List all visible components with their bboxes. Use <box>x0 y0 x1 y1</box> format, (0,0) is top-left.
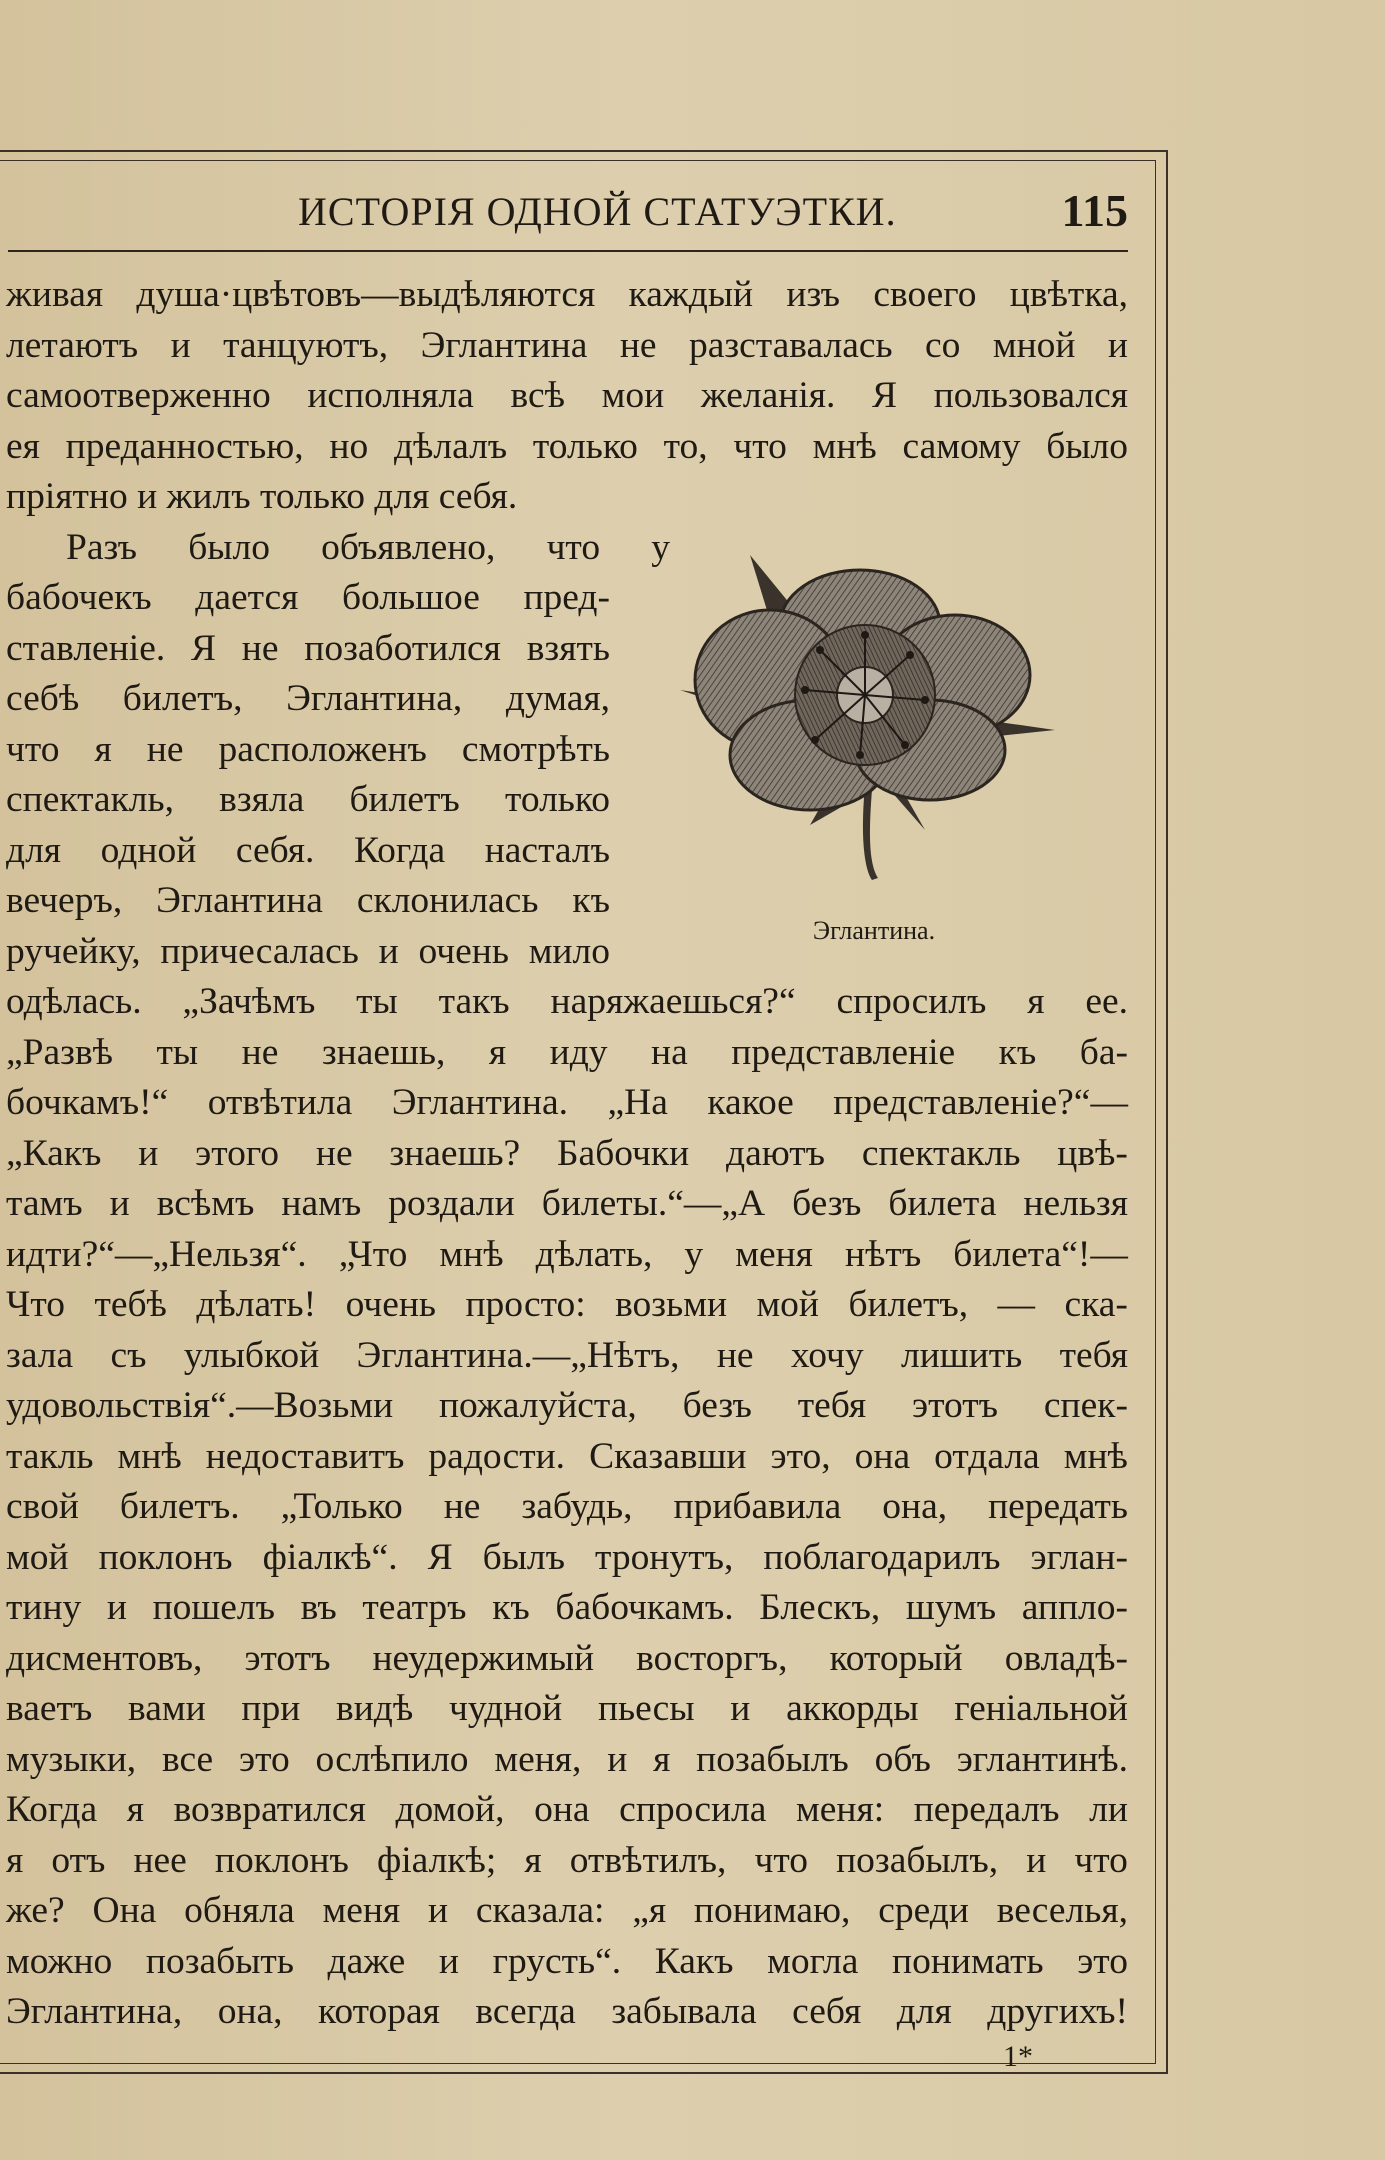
figure-caption: Эглантина. <box>812 916 936 945</box>
text-line: что я не расположенъ смотрѣть <box>6 728 610 770</box>
text-line: удовольствія“.—Возьми пожалуйста, безъ тебя этотъ спек- <box>6 1385 1128 1426</box>
text-line: мой поклонъ фіалкѣ“. Я былъ тронутъ, поблагодарилъ эглан- <box>6 1536 1128 1578</box>
text-line: вечеръ, Эглантина склонилась къ <box>6 880 610 921</box>
text-line: бочкамъ!“ отвѣтила Эглантина. „На какое представленіе?“— <box>6 1082 1128 1123</box>
text-line: я отъ нее поклонъ фіалкѣ; я отвѣтилъ, что позабылъ, и что <box>6 1839 1128 1881</box>
text-line: свой билетъ. „Только не забудь, прибавила она, передать <box>6 1486 1128 1527</box>
text-line: летаютъ и танцуютъ, Эглантина не разставалась со мной и <box>6 324 1128 366</box>
text-line: ея преданностью, но дѣлалъ только то, что мнѣ самому было <box>6 425 1128 467</box>
text-line: ставленіе. Я не позаботился взять <box>6 627 610 669</box>
text-line: тамъ и всѣмъ намъ роздали билеты.“—„А безъ билета нельзя <box>6 1183 1128 1224</box>
page-number: 115 <box>1061 185 1128 236</box>
text-line: музыки, все это ослѣпило меня, и я позабылъ объ эглантинѣ. <box>6 1738 1128 1780</box>
text-line: такль мнѣ недоставитъ радости. Сказавши это, она отдала мнѣ <box>6 1435 1128 1477</box>
page-header <box>8 180 1128 250</box>
text-line: спектакль, взяла билетъ только <box>6 779 610 820</box>
signature-mark: 1* <box>1003 2040 1033 2073</box>
text-line: Разъ было объявлено, что у <box>66 526 670 568</box>
text-line: пріятно и жилъ только для себя. <box>6 476 518 517</box>
text-line: Когда я возвратился домой, она спросила меня: передалъ ли <box>6 1789 1128 1830</box>
text-line: же? Она обняла меня и сказала: „я понимаю, среди веселья, <box>6 1890 1128 1931</box>
text-line: ваетъ вами при видѣ чудной пьесы и аккорды геніальной <box>6 1688 1128 1729</box>
text-line: дисментовъ, этотъ неудержимый восторгъ, который овладѣ- <box>6 1637 1128 1679</box>
header-rule <box>8 250 1128 252</box>
text-line: зала съ улыбкой Эглантина.—„Нѣтъ, не хочу лишить тебя <box>6 1334 1128 1376</box>
text-line: ручейку, причесалась и очень мило <box>6 930 610 972</box>
text-line: для одной себя. Когда насталъ <box>6 829 610 871</box>
text-line: тину и пошелъ въ театръ къ бабочкамъ. Блескъ, шумъ аппло- <box>6 1587 1128 1628</box>
text-line: живая душа·цвѣтовъ—выдѣляются каждый изъ своего цвѣтка, <box>6 274 1128 315</box>
text-line: идти?“—„Нельзя“. „Что мнѣ дѣлать, у меня нѣтъ билета“!— <box>6 1233 1128 1275</box>
text-line: Что тебѣ дѣлать! очень просто: возьми мой билетъ, — ска- <box>6 1284 1128 1325</box>
text-line: одѣлась. „Зачѣмъ ты такъ наряжаешься?“ спросилъ я ее. <box>6 981 1128 1022</box>
text-line: Эглантина, она, которая всегда забывала себя для другихъ! <box>6 1991 1128 2032</box>
body-text <box>6 270 1128 2038</box>
text-line: „Развѣ ты не знаешь, я иду на представленіе къ ба- <box>6 1031 1128 1073</box>
text-line: себѣ билетъ, Эглантина, думая, <box>6 678 610 719</box>
wild-rose-engraving-icon <box>660 540 1080 960</box>
text-line: „Какъ и этого не знаешь? Бабочки даютъ спектакль цвѣ- <box>6 1132 1128 1174</box>
text-line: самоотверженно исполняла всѣ мои желанія. Я пользовался <box>6 375 1128 416</box>
text-line: можно позабыть даже и грусть“. Какъ могла понимать это <box>6 1940 1128 1982</box>
eglantine-illustration <box>660 540 1080 960</box>
running-title: ИСТОРІЯ ОДНОЙ СТАТУЭТКИ. <box>298 189 897 234</box>
text-line: бабочекъ дается большое пред- <box>6 577 610 618</box>
